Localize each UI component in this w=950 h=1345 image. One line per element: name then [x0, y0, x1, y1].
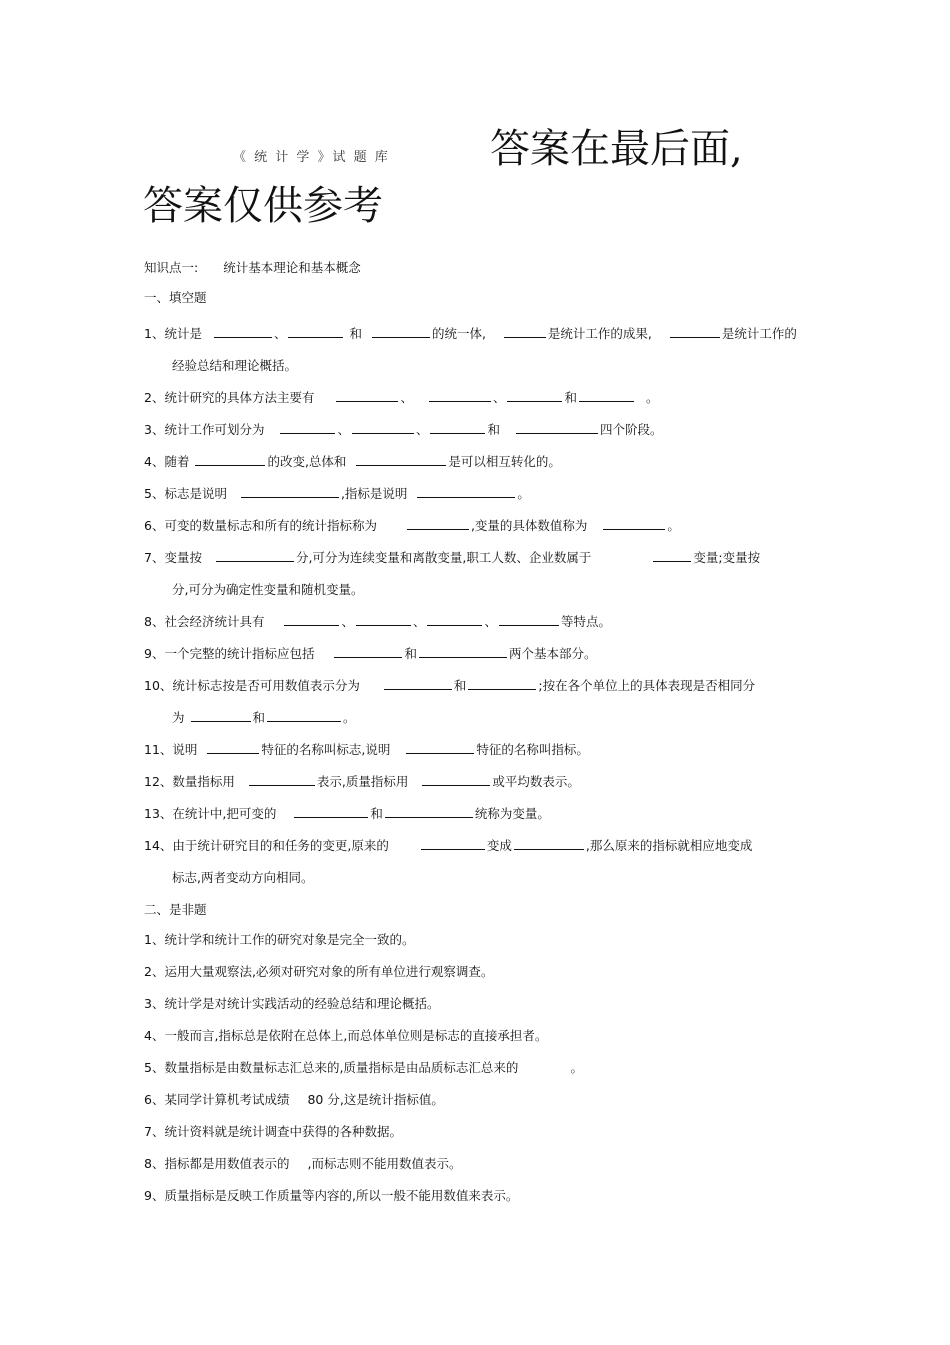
tf-item-5: 5、数量指标是由数量标志汇总来的,质量指标是由品质标志汇总来的 。 — [144, 1060, 583, 1075]
question-8: 8、社会经济统计具有 、 、 、 等特点。 — [144, 614, 612, 629]
answer-blank — [507, 389, 562, 402]
answer-blank — [284, 613, 339, 626]
answer-blank — [430, 421, 485, 434]
question-14: 14、由于统计研究目的和任务的变更,原来的 变成 ,那么原来的指标就相应地变成 — [144, 838, 753, 853]
question-1-cont: 经验总结和理论概括。 — [172, 358, 298, 373]
answer-blank — [241, 485, 339, 498]
question-14-cont: 标志,两者变动方向相同。 — [172, 870, 314, 885]
answer-blank — [249, 773, 315, 786]
answer-blank — [421, 837, 485, 850]
answer-blank — [422, 773, 490, 786]
answer-note-line2: 答案仅供参考 — [143, 183, 383, 229]
answer-blank — [385, 805, 473, 818]
question-7-cont: 分,可分为确定性变量和随机变量。 — [172, 582, 364, 597]
knowledge-point-heading: 知识点一: 统计基本理论和基本概念 — [144, 260, 361, 275]
tf-item-3: 3、统计学是对统计实践活动的经验总结和理论概括。 — [144, 996, 440, 1011]
answer-blank — [653, 549, 691, 562]
answer-blank — [356, 453, 446, 466]
answer-blank — [356, 613, 411, 626]
question-10-cont: 为 和 。 — [172, 710, 356, 725]
answer-blank — [468, 677, 536, 690]
answer-blank — [216, 549, 294, 562]
question-4: 4、随着 的改变,总体和 是可以相互转化的。 — [144, 454, 561, 469]
answer-blank — [579, 389, 634, 402]
tf-item-7: 7、统计资料就是统计调查中获得的各种数据。 — [144, 1124, 402, 1139]
tf-item-8: 8、指标都是用数值表示的 ,而标志则不能用数值表示。 — [144, 1156, 462, 1171]
question-7: 7、变量按 分,可分为连续变量和离散变量,职工人数、企业数属于 变量;变量按 — [144, 550, 761, 565]
question-6: 6、可变的数量标志和所有的统计指标称为 ,变量的具体数值称为 。 — [144, 518, 680, 533]
document-title: 《 统 计 学 》试 题 库 — [233, 150, 390, 165]
answer-blank — [406, 741, 474, 754]
answer-blank — [214, 325, 272, 338]
answer-blank — [267, 709, 341, 722]
question-13: 13、在统计中,把可变的 和 统称为变量。 — [144, 806, 550, 821]
section-fill-in-heading: 一、填空题 — [144, 290, 207, 305]
question-11: 11、说明 特征的名称叫标志,说明 特征的名称叫指标。 — [144, 742, 589, 757]
answer-blank — [670, 325, 720, 338]
tf-item-2: 2、运用大量观察法,必须对研究对象的所有单位进行观察调查。 — [144, 964, 494, 979]
answer-blank — [336, 389, 398, 402]
question-12: 12、数量指标用 表示,质量指标用 或平均数表示。 — [144, 774, 580, 789]
answer-note-line1: 答案在最后面, — [490, 126, 743, 172]
question-2: 2、统计研究的具体方法主要有 、 、 和 。 — [144, 390, 659, 405]
answer-blank — [499, 613, 559, 626]
answer-blank — [504, 325, 546, 338]
section-true-false-heading: 二、是非题 — [144, 902, 207, 917]
answer-blank — [352, 421, 414, 434]
answer-blank — [195, 453, 265, 466]
tf-item-6: 6、某同学计算机考试成绩 80 分,这是统计指标值。 — [144, 1092, 444, 1107]
answer-blank — [427, 613, 482, 626]
tf-item-4: 4、一般而言,指标总是依附在总体上,而总体单位则是标志的直接承担者。 — [144, 1028, 548, 1043]
answer-blank — [334, 645, 402, 658]
document-body — [144, 258, 814, 1218]
question-5: 5、标志是说明 ,指标是说明 。 — [144, 486, 530, 501]
question-3: 3、统计工作可划分为 、 、 和 四个阶段。 — [144, 422, 663, 437]
answer-blank — [419, 645, 507, 658]
answer-blank — [294, 805, 368, 818]
answer-blank — [288, 325, 343, 338]
answer-blank — [372, 325, 430, 338]
answer-blank — [429, 389, 491, 402]
answer-blank — [207, 741, 259, 754]
question-1: 1、统计是 、 和 的统一体, 是统计工作的成果, 是统计工作的 — [144, 326, 797, 341]
answer-blank — [516, 421, 598, 434]
answer-blank — [603, 517, 665, 530]
answer-blank — [407, 517, 469, 530]
answer-blank — [417, 485, 515, 498]
answer-blank — [191, 709, 251, 722]
tf-item-9: 9、质量指标是反映工作质量等内容的,所以一般不能用数值来表示。 — [144, 1188, 519, 1203]
question-10: 10、统计标志按是否可用数值表示分为 和 ;按在各个单位上的具体表现是否相同分 — [144, 678, 756, 693]
answer-blank — [514, 837, 584, 850]
answer-blank — [384, 677, 452, 690]
question-9: 9、一个完整的统计指标应包括 和 两个基本部分。 — [144, 646, 597, 661]
tf-item-1: 1、统计学和统计工作的研究对象是完全一致的。 — [144, 932, 415, 947]
answer-blank — [280, 421, 335, 434]
